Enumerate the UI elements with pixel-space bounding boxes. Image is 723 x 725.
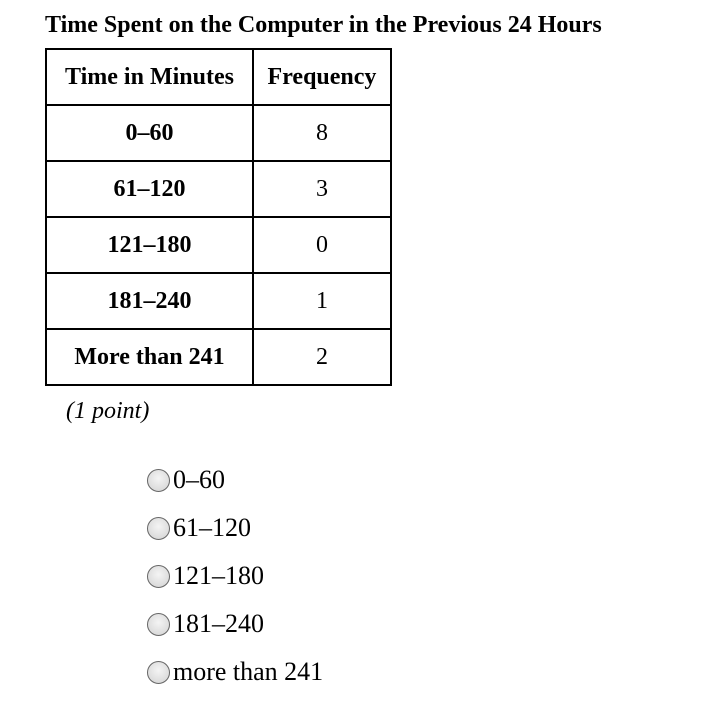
frequency-cell: 8 <box>253 105 391 161</box>
radio-button[interactable] <box>147 661 170 684</box>
option-121-180[interactable] <box>147 552 323 600</box>
table-row <box>46 273 391 329</box>
frequency-table <box>45 48 392 386</box>
header-frequency: Frequency <box>253 49 391 105</box>
range-cell: 181–240 <box>46 273 253 329</box>
frequency-cell: 0 <box>253 217 391 273</box>
option-label[interactable]: 0–60 <box>173 465 225 494</box>
range-cell: 0–60 <box>46 105 253 161</box>
range-cell: More than 241 <box>46 329 253 385</box>
option-0-60[interactable] <box>147 456 323 504</box>
question-title: Time Spent on the Computer in the Previous 24 Hours <box>45 12 602 38</box>
frequency-cell: 2 <box>253 329 391 385</box>
frequency-cell: 1 <box>253 273 391 329</box>
table-row <box>46 329 391 385</box>
table-header-row <box>46 49 391 105</box>
option-more-than-241[interactable] <box>147 648 323 696</box>
range-cell: 121–180 <box>46 217 253 273</box>
table-row <box>46 105 391 161</box>
radio-button[interactable] <box>147 565 170 588</box>
points-label: (1 point) <box>66 398 150 424</box>
option-label[interactable]: 61–120 <box>173 513 251 542</box>
radio-button[interactable] <box>147 517 170 540</box>
option-label[interactable]: more than 241 <box>173 657 324 686</box>
range-cell: 61–120 <box>46 161 253 217</box>
frequency-cell: 3 <box>253 161 391 217</box>
option-181-240[interactable] <box>147 600 323 648</box>
option-label[interactable]: 121–180 <box>173 561 264 590</box>
table-row <box>46 161 391 217</box>
option-61-120[interactable] <box>147 504 323 552</box>
table-row <box>46 217 391 273</box>
option-label[interactable]: 181–240 <box>173 609 264 638</box>
header-time-in-minutes: Time in Minutes <box>46 49 253 105</box>
answer-options <box>147 456 323 696</box>
radio-button[interactable] <box>147 613 170 636</box>
radio-button[interactable] <box>147 469 170 492</box>
